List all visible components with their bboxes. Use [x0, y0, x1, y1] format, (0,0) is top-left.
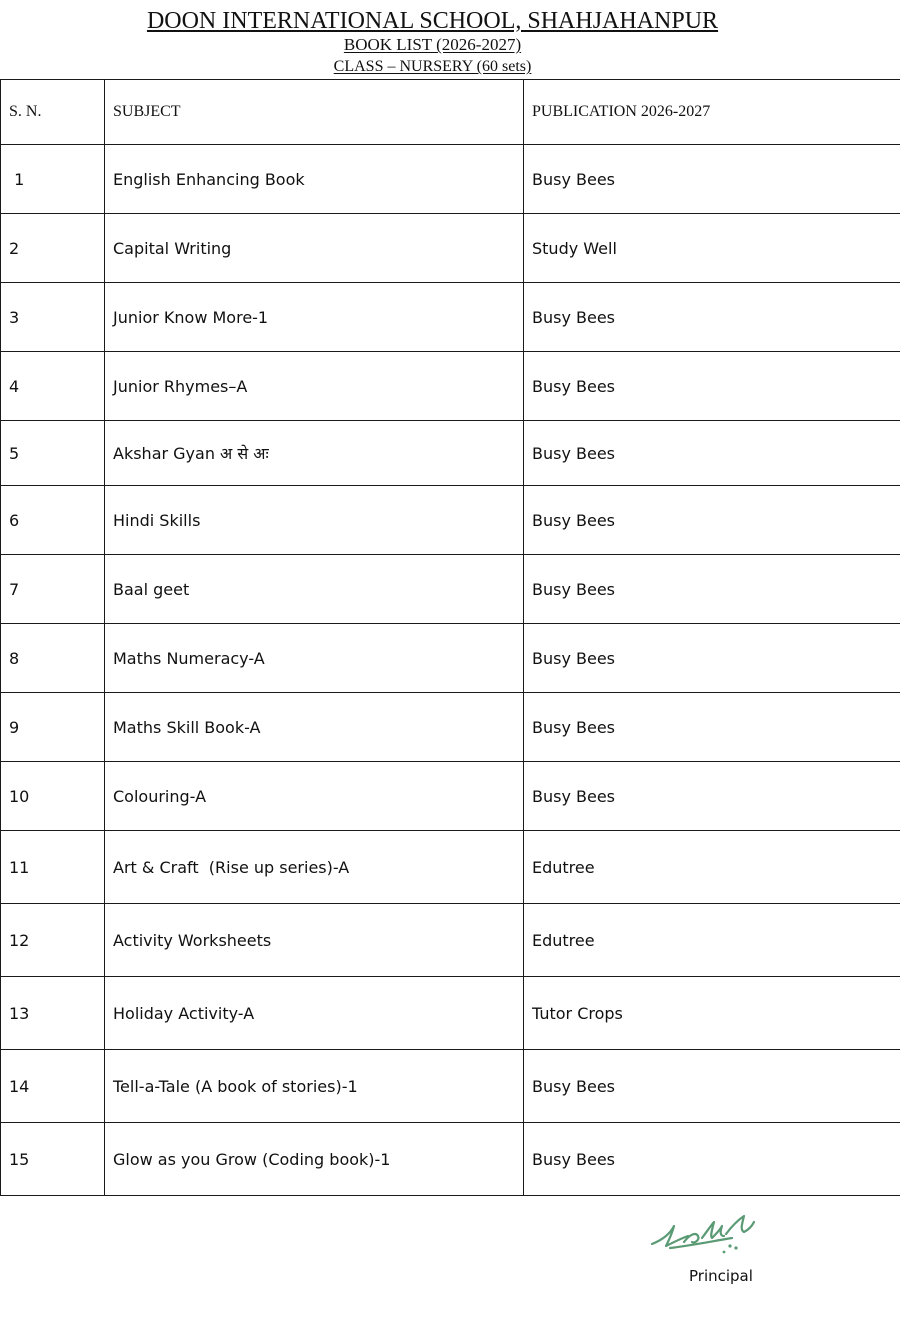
cell-subject: Activity Worksheets	[105, 904, 524, 977]
table-row	[1, 352, 900, 421]
cell-subject: Glow as you Grow (Coding book)-1	[105, 1123, 524, 1196]
cell-sn: 7	[1, 555, 105, 624]
cell-sn: 2	[1, 214, 105, 283]
cell-sn: 11	[1, 831, 105, 904]
cell-subject: English Enhancing Book	[105, 145, 524, 214]
cell-publication: Edutree	[524, 904, 900, 977]
column-header-subject: SUBJECT	[105, 80, 524, 145]
cell-publication: Busy Bees	[524, 352, 900, 421]
table-row	[1, 624, 900, 693]
book-list-table	[0, 79, 900, 1196]
principal-label: Principal	[689, 1267, 753, 1285]
cell-publication: Edutree	[524, 831, 900, 904]
cell-sn: 4	[1, 352, 105, 421]
cell-sn: 1	[1, 145, 105, 214]
cell-subject: Akshar Gyan अ से अः	[105, 421, 524, 486]
cell-subject: Colouring-A	[105, 762, 524, 831]
table-row	[1, 1050, 900, 1123]
class-line: CLASS – NURSERY (60 sets)	[333, 58, 532, 75]
cell-publication: Busy Bees	[524, 421, 900, 486]
cell-publication: Busy Bees	[524, 693, 900, 762]
table-row	[1, 421, 900, 486]
cell-subject: Baal geet	[105, 555, 524, 624]
cell-publication: Busy Bees	[524, 762, 900, 831]
cell-sn: 14	[1, 1050, 105, 1123]
cell-subject: Junior Know More-1	[105, 283, 524, 352]
table-row	[1, 904, 900, 977]
table-row	[1, 831, 900, 904]
cell-publication: Busy Bees	[524, 1123, 900, 1196]
cell-publication: Busy Bees	[524, 624, 900, 693]
cell-publication: Study Well	[524, 214, 900, 283]
cell-subject: Hindi Skills	[105, 486, 524, 555]
cell-publication: Busy Bees	[524, 145, 900, 214]
cell-sn: 3	[1, 283, 105, 352]
cell-sn: 10	[1, 762, 105, 831]
table-row	[1, 283, 900, 352]
table-row	[1, 555, 900, 624]
table-row	[1, 693, 900, 762]
signature-dots	[723, 1244, 738, 1253]
column-header-publication: PUBLICATION 2026-2027	[524, 80, 900, 145]
school-name: DOON INTERNATIONAL SCHOOL, SHAHJAHANPUR	[146, 8, 719, 34]
table-row	[1, 486, 900, 555]
table-row	[1, 214, 900, 283]
cell-sn: 12	[1, 904, 105, 977]
cell-sn: 9	[1, 693, 105, 762]
cell-publication: Busy Bees	[524, 486, 900, 555]
cell-subject: Maths Numeracy-A	[105, 624, 524, 693]
cell-publication: Busy Bees	[524, 555, 900, 624]
cell-sn: 13	[1, 977, 105, 1050]
principal-signature	[648, 1212, 758, 1260]
column-header-sn: S. N.	[1, 80, 105, 145]
cell-publication: Busy Bees	[524, 283, 900, 352]
cell-subject: Tell-a-Tale (A book of stories)-1	[105, 1050, 524, 1123]
table-row	[1, 145, 900, 214]
table-row	[1, 762, 900, 831]
table-header-row	[1, 80, 900, 145]
cell-sn: 8	[1, 624, 105, 693]
cell-subject: Holiday Activity-A	[105, 977, 524, 1050]
cell-publication: Tutor Crops	[524, 977, 900, 1050]
cell-subject: Junior Rhymes–A	[105, 352, 524, 421]
cell-sn: 5	[1, 421, 105, 486]
cell-subject: Art & Craft (Rise up series)-A	[105, 831, 524, 904]
cell-publication: Busy Bees	[524, 1050, 900, 1123]
table-row	[1, 1123, 900, 1196]
cell-sn: 15	[1, 1123, 105, 1196]
table-row	[1, 977, 900, 1050]
signature-strokes	[652, 1216, 754, 1248]
book-list-title: BOOK LIST (2026-2027)	[343, 35, 522, 54]
cell-subject: Maths Skill Book-A	[105, 693, 524, 762]
cell-subject: Capital Writing	[105, 214, 524, 283]
cell-sn: 6	[1, 486, 105, 555]
